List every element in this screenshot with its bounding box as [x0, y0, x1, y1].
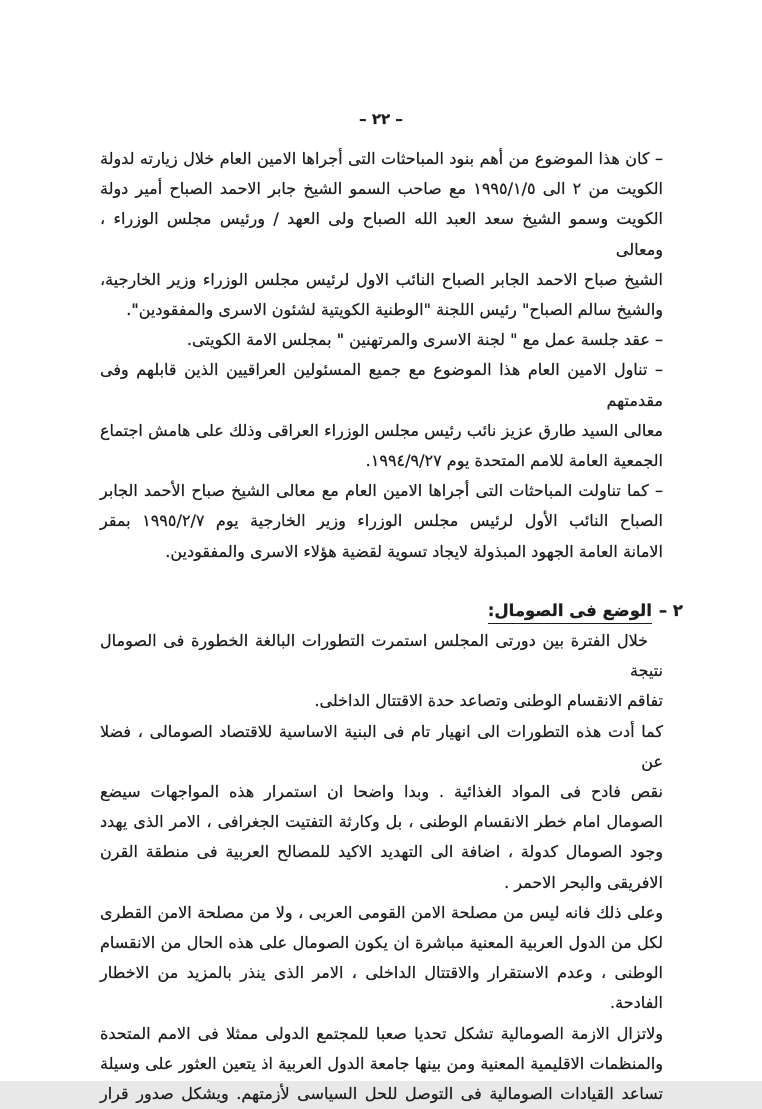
text-line: الصومال امام خطر الانقسام الوطنى ، بل وكارثة التفتيت الجغرافى ، الامر الذى يهدد — [100, 812, 663, 832]
text-line: معالى السيد طارق عزيز نائب رئيس مجلس الوزراء العراقى وذلك على هامش اجتماع — [100, 420, 663, 440]
text-line: الامانة العامة الجهود المبذولة لايجاد تسوية لقضية هؤلاء الاسرى والمفقودين. — [165, 541, 663, 561]
bullet-item-kuwait-visit — [100, 144, 663, 325]
text-line: تفاقم الانقسام الوطنى وتصاعد حدة الاقتتال الداخلى. — [314, 691, 663, 711]
text-line: نقص فادح فى المواد الغذائية . وبدا واضحا ان استمرار هذه المواجهات سيضع — [100, 782, 663, 802]
text-line: الوطنى ، وعدم الاستقرار والاقتتال الداخلى ، الامر الذى ينذر بالمزيد من الاخطار — [100, 963, 663, 983]
page-number: – ٢٢ – — [359, 110, 403, 128]
bullet-item-work-session — [100, 325, 663, 355]
paragraph-developments — [100, 626, 663, 717]
bullet-item-sabah-talks — [100, 476, 663, 567]
paragraph-economy-collapse — [100, 717, 663, 898]
paragraph-arab-security — [100, 898, 663, 1019]
text-line: خلال الفترة بين دورتى المجلس استمرت التطورات البالغة الخطورة فى الصومال نتيجة — [100, 631, 663, 681]
text-line: الكويت من ٢ الى ١٩٩٥/١/٥ مع صاحب السمو الشيخ جابر الاحمد الصباح أمير دولة — [100, 179, 664, 199]
text-line: – كان هذا الموضوع من أهم بنود المباحثات التى أجراها الامين العام خلال زيارته لدولة — [100, 149, 663, 168]
text-line: الصباح النائب الأول لرئيس مجلس الوزراء وزير الخارجية يوم ١٩٩٥/٢/٧ بمقر — [100, 511, 663, 531]
text-line: الفادحة. — [610, 993, 663, 1013]
text-line: ولاتزال الازمة الصومالية تشكل تحديا صعبا للمجتمع الدولى ممثلا فى الامم المتحدة — [100, 1023, 663, 1043]
text-line: تساعد القيادات الصومالية فى التوصل للحل السياسى لأزمتهم. ويشكل صدور قرار — [100, 1084, 663, 1104]
text-line: وعلى ذلك فانه ليس من مصلحة الامن القومى العربى ، ولا من مصلحة الامن القطرى — [100, 902, 663, 922]
section-title: الوضع فى الصومال: — [488, 601, 652, 624]
page-content — [100, 144, 683, 1109]
bullet-item-iraqi-officials — [100, 355, 663, 476]
text-line: الشيخ صباح الاحمد الجابر الصباح النائب الاول لرئيس مجلس الوزراء وزير الخارجية، — [100, 269, 663, 289]
text-line: الكويت وسمو الشيخ سعد العبد الله الصباح ولى العهد / ورئيس مجلس الوزراء ، ومعالى — [100, 209, 663, 259]
text-line: لكل من الدول العربية المعنية مباشرة ان يكون الصومال على هذه الحال من الانقسام — [100, 933, 663, 953]
section-number: ٢ – — [658, 600, 683, 620]
text-line: – كما تناولت المباحثات التى أجراها الامين العام مع معالى الشيخ صباح الأحمد الجابر — [100, 481, 663, 501]
text-line: والمنظمات الاقليمية المعنية ومن بينها جامعة الدول العربية اذ يتعين العثور على وسيلة — [100, 1053, 663, 1073]
text-line: الجمعية العامة للامم المتحدة يوم ١٩٩٤/٩/٢٧. — [365, 451, 663, 471]
section-heading-somalia — [100, 596, 683, 626]
text-line: والشيخ سالم الصباح" رئيس اللجنة "الوطنية الكويتية لشئون الاسرى والمفقودين". — [126, 300, 663, 320]
text-line: كما أدت هذه التطورات الى انهيار تام فى البنية الاساسية للاقتصاد الصومالى ، فضلا عن — [100, 721, 663, 771]
text-line: – عقد جلسة عمل مع " لجنة الاسرى والمرتهنين " بمجلس الامة الكويتى. — [186, 330, 663, 350]
paragraph-international-challenge — [100, 1019, 663, 1109]
text-line: – تناول الامين العام هذا الموضوع مع جميع المسئولين العراقيين الذين قابلهم وفى مقدمتهم — [100, 360, 663, 410]
text-line: وجود الصومال كدولة ، اضافة الى التهديد الاكيد للمصالح العربية فى منطقة القرن — [100, 842, 663, 862]
text-line: الافريقى والبحر الاحمر . — [504, 872, 663, 892]
